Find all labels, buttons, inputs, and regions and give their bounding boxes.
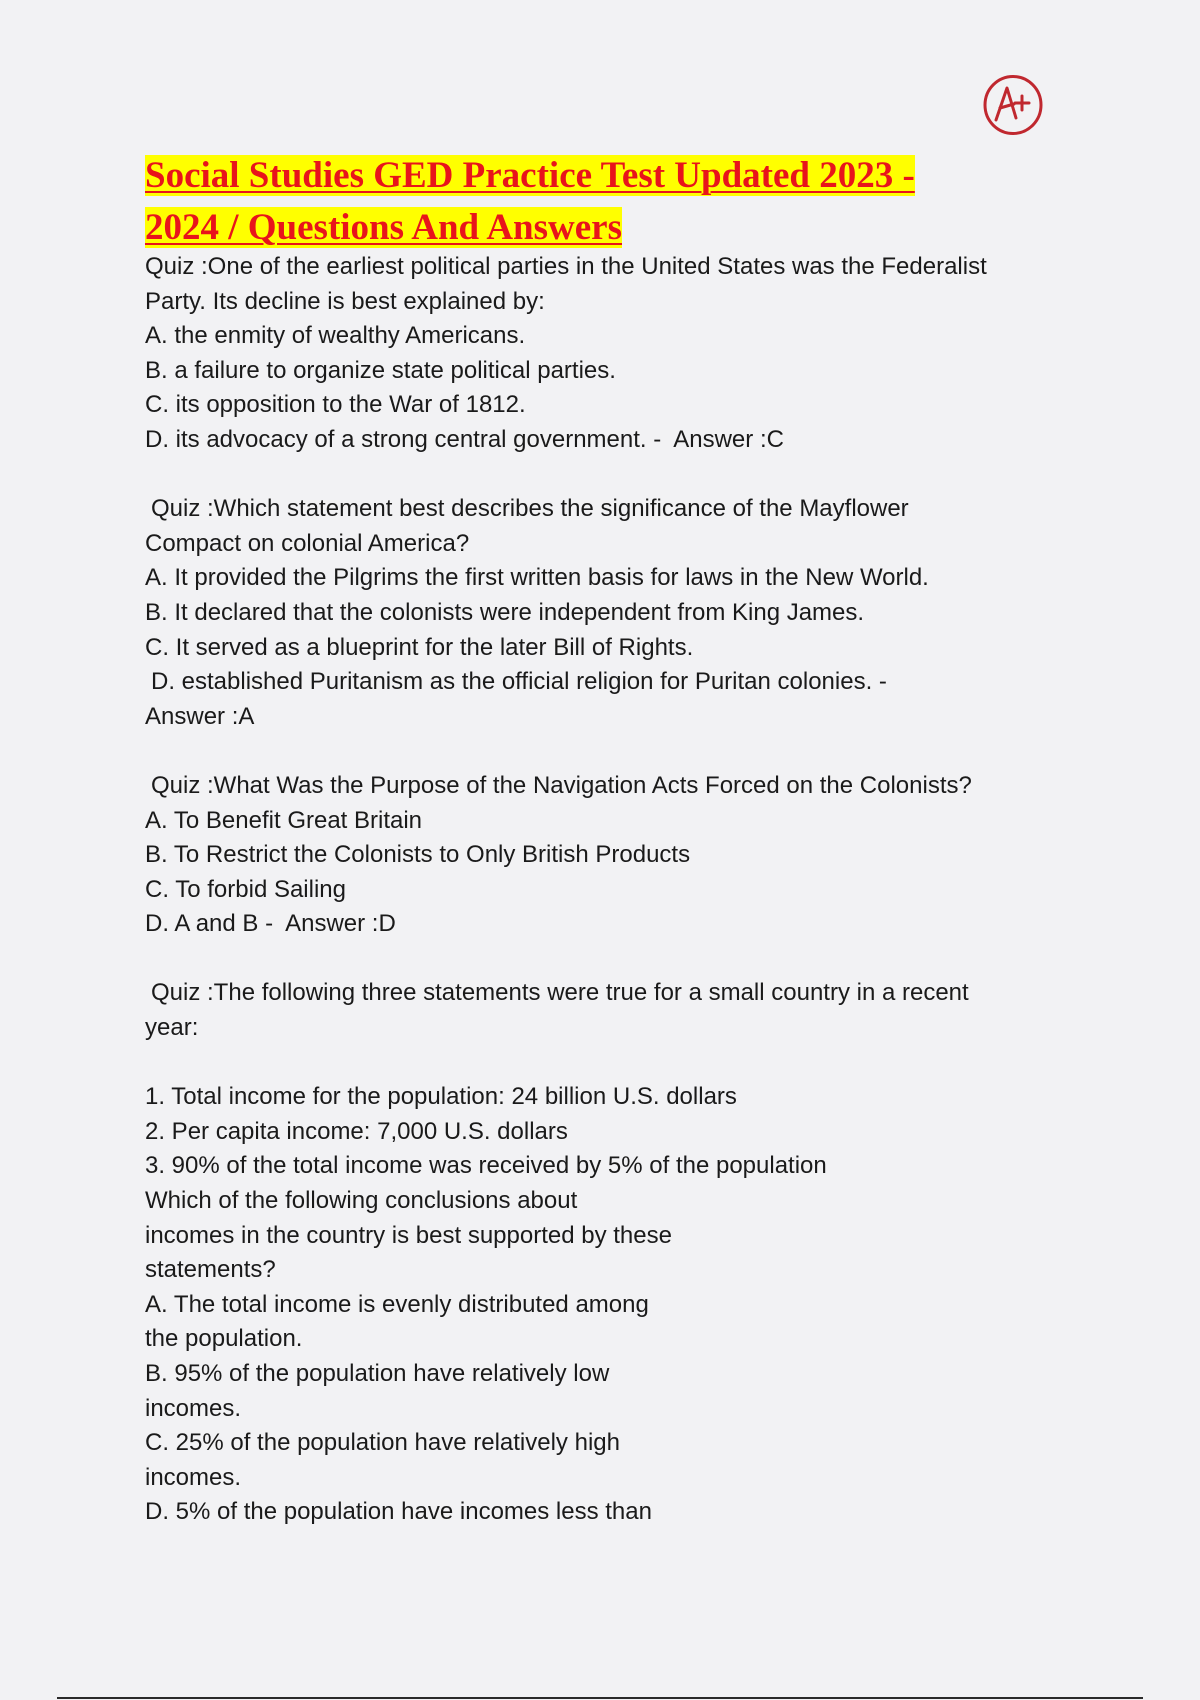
option-c: C. It served as a blueprint for the later Bill of Rights.: [145, 633, 694, 661]
option-a: A. the enmity of wealthy Americans.: [145, 322, 526, 350]
option-d-with-answer: D. A and B - Answer :D: [145, 910, 396, 938]
statement-2: 2. Per capita income: 7,000 U.S. dollars: [145, 1117, 568, 1145]
footer-divider: [57, 1697, 1143, 1699]
question-text: year:: [145, 1014, 199, 1042]
option-b: B. 95% of the population have relatively low: [145, 1360, 610, 1387]
statement-1: 1. Total income for the population: 24 billion U.S. dollars: [145, 1083, 737, 1111]
question-text: Quiz :One of the earliest political parties in the United States was the Federalist: [145, 253, 987, 280]
question-text: Quiz :What Was the Purpose of the Navigation Acts Forced on the Colonists?: [151, 771, 972, 799]
option-d-with-answer: D. its advocacy of a strong central government. - Answer :C: [145, 425, 784, 453]
option-d: D. 5% of the population have incomes less than: [145, 1498, 652, 1526]
title-line-1: Social Studies GED Practice Test Updated 2023 -: [145, 155, 915, 196]
question-3: [145, 769, 1065, 942]
option-c-cont: incomes.: [145, 1463, 242, 1491]
question-4: [145, 976, 1065, 1530]
option-a: A. The total income is evenly distributed among: [145, 1290, 649, 1318]
option-a: A. To Benefit Great Britain: [145, 806, 423, 834]
question-prompt: Which of the following conclusions about: [145, 1187, 578, 1215]
option-b-cont: incomes.: [145, 1394, 242, 1422]
answer: Answer :A: [145, 702, 255, 730]
option-b: B. It declared that the colonists were independent from King James.: [145, 598, 865, 626]
option-c: C. To forbid Sailing: [145, 875, 346, 903]
option-a-cont: the population.: [145, 1325, 303, 1353]
question-1: [145, 250, 1065, 458]
question-2: [145, 492, 1065, 734]
question-text: Quiz :The following three statements were true for a small country in a recent: [151, 979, 969, 1007]
option-d: D. established Puritanism as the official religion for Puritan colonies. -: [151, 668, 887, 696]
question-text: Compact on colonial America?: [145, 529, 470, 557]
question-prompt: incomes in the country is best supported by these: [145, 1221, 672, 1249]
option-b: B. a failure to organize state political parties.: [145, 356, 616, 384]
quiz-content: [145, 250, 1065, 1530]
question-text: Quiz :Which statement best describes the significance of the Mayflower: [151, 495, 909, 523]
statement-3: 3. 90% of the total income was received by 5% of the population: [145, 1152, 827, 1180]
document-title: [145, 150, 1045, 254]
option-a: A. It provided the Pilgrims the first written basis for laws in the New World.: [145, 564, 929, 592]
option-c: C. 25% of the population have relatively high: [145, 1429, 620, 1457]
option-c: C. its opposition to the War of 1812.: [145, 391, 526, 419]
option-b: B. To Restrict the Colonists to Only British Products: [145, 841, 691, 869]
a-plus-grade-icon: [982, 74, 1044, 136]
question-prompt: statements?: [145, 1256, 276, 1284]
question-text: Party. Its decline is best explained by:: [145, 287, 545, 315]
title-line-2: 2024 / Questions And Answers: [145, 207, 622, 248]
